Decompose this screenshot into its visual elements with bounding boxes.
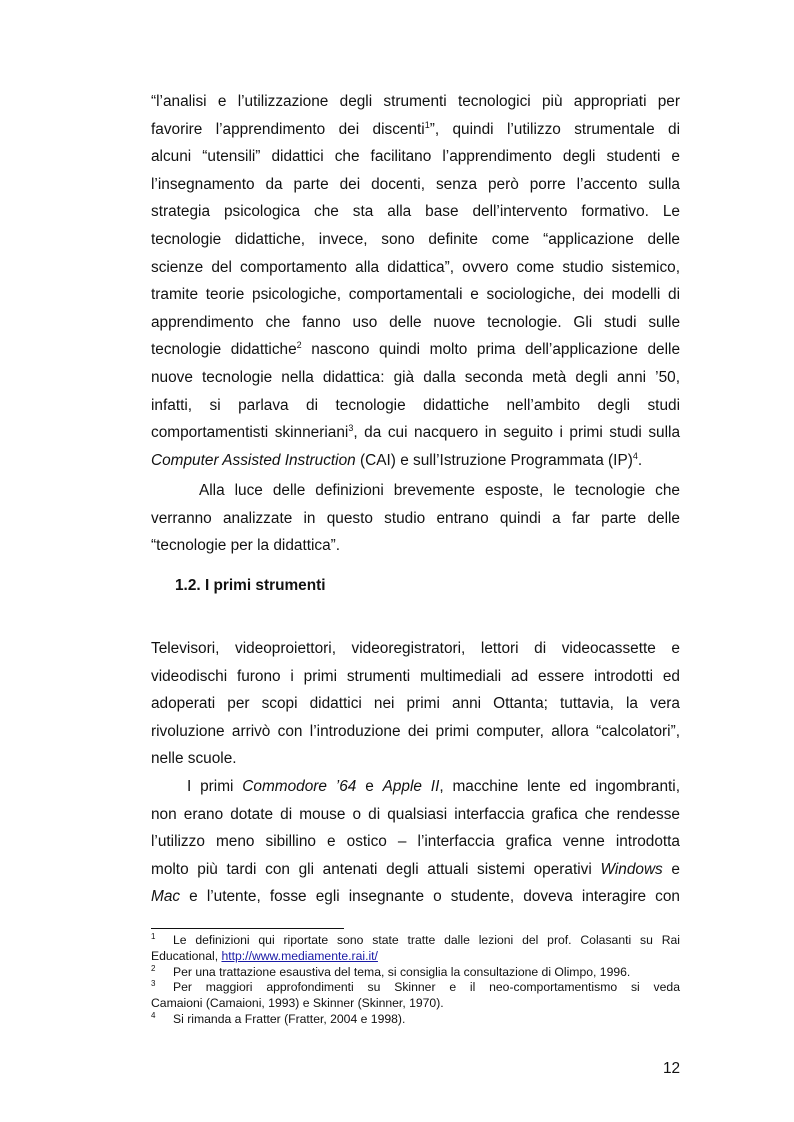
text-span: “l’analisi e l’utilizzazione degli strumenti tecnologici più appropriati per: [151, 93, 680, 110]
text-span: e: [662, 860, 680, 878]
text-line: [151, 828, 680, 856]
text-line: [151, 505, 680, 533]
text-span: l’insegnamento da parte dei docenti, senza però porre l’accento sulla: [151, 175, 680, 193]
text-span: tecnologie didattiche, invece, sono definite come “applicazione delle: [151, 230, 680, 248]
text-line: [151, 143, 680, 171]
text-line: [151, 171, 680, 199]
text-span: alcuni “utensili” didattici che facilitano l’apprendimento degli studenti e: [151, 148, 680, 166]
text-line: [151, 364, 680, 392]
text-span: verranno analizzate in questo studio entrano quindi a far parte delle: [151, 509, 680, 527]
text-span: comportamentisti skinneriani: [151, 424, 349, 442]
footnote-4: 4 Si rimanda a Fratter (Fratter, 2004 e 1998).: [151, 1010, 406, 1026]
text-span: Alla luce delle definizioni brevemente esposte, le tecnologie che: [199, 482, 680, 499]
footnote-1: 1 Le definizioni qui riportate sono state tratte dalle lezioni del prof. Colasanti su Rai: [151, 932, 680, 947]
text-line: [151, 116, 680, 144]
footnote-text: Camaioni (Camaioni, 1993) e Skinner (Skinner, 1970).: [151, 996, 444, 1011]
text-span: I primi: [187, 778, 243, 795]
text-span: videodischi furono i primi strumenti multimediali ad essere introdotti ed: [151, 667, 680, 685]
text-span: , macchine lente ed ingombranti,: [439, 778, 680, 795]
text-span: scienze del comportamento alla didattica”, ovvero come studio sistemico,: [151, 258, 680, 276]
text-span: nascono quindi molto prima dell’applicazione delle: [301, 341, 681, 359]
text-line: [151, 635, 680, 663]
footnote-ref-2[interactable]: 2: [296, 340, 302, 351]
text-line: [151, 477, 680, 505]
footnote-2: 2 Per una trattazione esaustiva del tema, si consiglia la consultazione di Olimpo, 1996.: [151, 963, 631, 979]
text-line: [151, 309, 680, 337]
text-span: , da cui nacquero in seguito i primi studi sulla: [353, 424, 681, 442]
paragraph-2: [151, 477, 680, 560]
footnote-text: Per maggiori approfondimenti su Skinner e il neo-comportamentismo si veda: [173, 980, 680, 995]
text-line: [151, 718, 680, 746]
text-line: [151, 856, 680, 884]
text-line: [151, 419, 680, 447]
text-span: adoperati per scopi didattici nei primi anni Ottanta; tuttavia, la vera: [151, 695, 680, 713]
text-span: l’utilizzo meno sibillino e ostico – l’interfaccia grafica venne introdotta: [151, 833, 680, 851]
italic-term: Commodore ’64: [242, 778, 357, 795]
page-number: 12: [663, 1060, 681, 1077]
text-span: non erano dotate di mouse o di qualsiasi interfaccia grafica che rendesse: [151, 805, 680, 823]
italic-term: Mac: [151, 888, 181, 906]
text-span: (CAI) e sull’Istruzione Programmata (IP): [355, 451, 633, 469]
text-line: [151, 745, 680, 773]
paragraph-3: [151, 635, 680, 773]
text-span: Televisori, videoproiettori, videoregistratori, lettori di videocassette e: [151, 640, 680, 657]
text-line: [151, 801, 680, 829]
footnote-1-cont: [151, 949, 680, 965]
footnote-text: Educational,: [151, 948, 222, 963]
footnote-text: Si rimanda a Fratter (Fratter, 2004 e 1998).: [173, 1011, 406, 1026]
text-span: favorire l’apprendimento dei discenti: [151, 120, 425, 138]
text-line: [151, 88, 680, 116]
section-heading: 1.2. I primi strumenti: [175, 577, 326, 594]
italic-term: Computer Assisted Instruction: [151, 451, 356, 469]
text-span: tecnologie didattiche: [151, 341, 297, 359]
text-span: nuove tecnologie nella didattica: già dalla seconda metà degli anni ’50,: [151, 368, 680, 386]
footnotes: [151, 933, 680, 1028]
text-span: ”, quindi l’utilizzo strumentale di: [429, 120, 680, 138]
paragraph-4: [151, 773, 680, 911]
italic-term: Windows: [600, 860, 663, 878]
text-span: strategia psicologica che sta alla base dell’intervento formativo. Le: [151, 203, 680, 221]
text-span: .: [637, 451, 643, 469]
text-span: e l’utente, fosse egli insegnante o studente, doveva interagire con: [180, 888, 680, 906]
text-line: [151, 532, 680, 560]
text-span: rivoluzione arrivò con l’introduzione dei primi computer, allora “calcolatori”,: [151, 722, 680, 740]
text-span: “tecnologie per la didattica”.: [151, 537, 341, 555]
footnote-text: Per una trattazione esaustiva del tema, si consiglia la consultazione di Olimpo, 1996.: [173, 964, 631, 979]
footnote-ref-1[interactable]: 1: [424, 119, 430, 130]
text-span: nelle scuole.: [151, 750, 237, 768]
footnote-ref-4[interactable]: 4: [632, 450, 638, 461]
footnote-3-cont: [151, 996, 680, 1012]
text-span: e: [356, 778, 383, 795]
text-span: tramite teorie psicologiche, comportamentali e sociologiche, dei modelli di: [151, 286, 680, 304]
text-line: [151, 198, 680, 226]
italic-term: Apple II: [382, 778, 440, 795]
text-line: [151, 663, 680, 691]
text-line: [151, 392, 680, 420]
text-line: [151, 281, 680, 309]
text-line: [151, 773, 680, 801]
paragraph-1: [151, 88, 680, 474]
footnote-separator: [151, 928, 344, 929]
text-line: [151, 226, 680, 254]
mediamente-link[interactable]: http://www.mediamente.rai.it/: [221, 948, 378, 963]
text-span: infatti, si parlava di tecnologie didattiche nell’ambito degli studi: [151, 396, 680, 414]
footnote-3: 3 Per maggiori approfondimenti su Skinner e il neo-comportamentismo si veda: [151, 979, 680, 995]
text-line: [151, 883, 680, 911]
text-span: apprendimento che fanno uso delle nuove tecnologie. Gli studi sulle: [151, 313, 680, 331]
text-line: [151, 447, 680, 475]
footnote-text: Le definizioni qui riportate sono state tratte dalle lezioni del prof. Colasanti su Rai: [173, 933, 680, 947]
text-span: molto più tardi con gli antenati degli attuali sistemi operativi: [151, 860, 601, 878]
text-line: [151, 690, 680, 718]
footnote-ref-3[interactable]: 3: [348, 423, 354, 434]
text-line: [151, 336, 680, 364]
text-line: [151, 254, 680, 282]
